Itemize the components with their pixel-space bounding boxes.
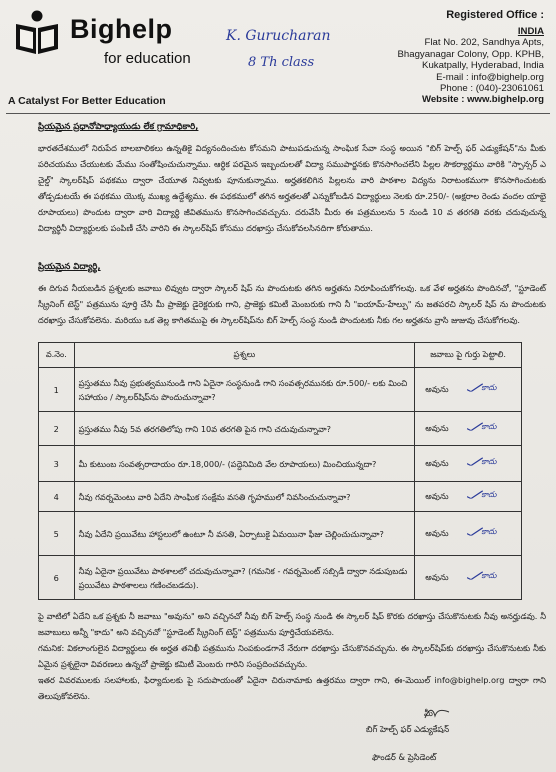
header-divider: [6, 113, 550, 114]
office-email: E-mail : info@bighelp.org: [436, 71, 544, 83]
brand-name: Bighelp: [70, 14, 173, 44]
row-question: నీవు గవర్నమెంటు వారి ఏదేని సాంఘిక సంక్షేమ వసతి గృహములో నివసించుచున్నావా?: [74, 482, 415, 512]
office-website: Website : www.bighelp.org: [421, 94, 544, 106]
salutation-principal: ప్రియమైన ప్రధానోపాధ్యాయుడు లేక గ్రామాధికారి,: [38, 122, 199, 132]
table-row: [39, 412, 522, 446]
answer-no[interactable]: కాదు: [481, 570, 497, 580]
answer-cell: [415, 556, 522, 600]
row-number: 5: [39, 512, 75, 556]
answer-cell: [415, 512, 522, 556]
answer-no[interactable]: కాదు: [481, 456, 497, 466]
answer-no[interactable]: కాదు: [481, 382, 497, 392]
row-number: 3: [39, 446, 75, 482]
bighelp-logo-icon: [12, 8, 62, 58]
note-paragraph: గమనిక: వికలాంగులైన విద్యార్థులు ఈ అర్హత తనిఖీ పత్రమును నింపకుండగానే నేరుగా దరఖాస్తు చేసుకొనవచ్చును. ఈ స్కాలర్‌షిప్‌కు దరఖాస్తు చేసుకొనుటకు నీకు ఏమైన ప్రశ్నలైనా వివరణలు ఉన్నచో ప్రాజెక్టు కమిటీ మెంబరు గారిని సంప్రదించవచ్చును.: [38, 643, 546, 669]
signature-org: బిగ్ హెల్ప్ ఫర్ ఎడ్యుకేషన్: [366, 724, 450, 734]
office-country: INDIA: [517, 26, 544, 37]
answer-no[interactable]: కాదు: [481, 526, 497, 536]
table-row: [39, 556, 522, 600]
contact-paragraph: ఇతర వివరములకు సలహాలకు, ఫిర్యాదులకు పై సదుపాయంతో ఏదైనా చిరునామాకు ఉత్తరము ద్వారా గాని, ఈ-మెయిల్ info@bighelp.org ద్వారా గాని తెలుపుకోవలెను.: [38, 675, 546, 701]
office-line: Bhagyanagar Colony, Opp. KPHB,: [397, 48, 544, 60]
answer-yes[interactable]: అవును: [425, 571, 449, 582]
table-row: [39, 512, 522, 556]
row-number: 4: [39, 482, 75, 512]
signature-title: ఫౌండర్ & ప్రెసిడెంట్: [372, 752, 437, 762]
handwritten-name: K. Gurucharan: [226, 28, 331, 44]
salutation-student: ప్రియమైన విద్యార్థి,: [38, 262, 101, 272]
registered-office-title: Registered Office :: [446, 9, 544, 21]
table-header-row: [39, 343, 522, 368]
col-answer-header: జవాబు పై గుర్తు పెట్టాలి.: [415, 343, 522, 368]
row-question: నీవు ఏదేని ప్రయివేటు హాస్టలులో ఉంటూ నీ వసతి, ఏర్పాటుకై ఏమయినా ఫీజు చెల్లించుచున్నావా?: [74, 512, 415, 556]
handwritten-class: 8 Th class: [248, 55, 315, 70]
answer-cell: [415, 482, 522, 512]
col-question-header: ప్రశ్నలు: [74, 343, 415, 368]
eligibility-paragraph: పై వాటిలో ఏదేని ఒక ప్రశ్నకు నీ జవాబు "అవును" అని వచ్చినచో నీవు బిగ్ హెల్ప్ సంస్థ నుండి ఈ స్కాలర్ షిప్ కొరకు దరఖాస్తు చేసుకొనుటకు నీవు అనర్హుడవు. నీ జవాబులు అన్నీ "కాదు" అని వచ్చినచో "స్టూడెంట్ స్క్రీనింగ్ టెస్ట్" పత్రమును పూర్తిచేయవలెను.: [38, 611, 546, 637]
answer-cell: [415, 368, 522, 412]
col-sno-header: వ.నెం.: [39, 343, 75, 368]
office-line: Flat No. 202, Sandhya Apts,: [424, 37, 544, 49]
row-question: ప్రస్తుతము నీవు 5వ తరగతిలోపు గాని 10వ తరగతి పైన గాని చదువుచున్నావా?: [74, 412, 415, 446]
answer-yes[interactable]: అవును: [425, 422, 449, 433]
intro-paragraph: భారతదేశములో నిరుపేద బాలబాలికలు ఉన్నతికై విద్యనందించుట కోసమని పాటుపడుచున్న సాంఘిక సేవా సంస్థ అయిన "బిగ్ హెల్ప్ ఫర్ ఎడ్యుకేషన్"ను మీకు పరిచయము చేయుటకు మేము సంతోషించుచున్నాము. ఆర్థిక పరమైన ఇబ్బందులతో విద్యా సముపార్జనకు కొనసాగించలేని పిల్లల సౌకర్యార్థము వారికి "స్పాన్సర్ ఎ చైల్డ్" స్కాలర్‌షిప్ పథకము ద్వారా చేయూత నివ్వటకు పూనుకున్నాము. అర్హతకలిగిన పిల్లలను వారి పాఠశాల విద్యను నిరాటంకముగా కొనసాగించుటకు తోడ్పడుటయే ఈ పథకము యొక్క ముఖ్య ఉద్దేశ్యము. ఈ పథకములో తగిన అర్హతలతో ఎన్నుకోబడిన విద్యార్థులు నెలకు రూ.250/- (అక్షరాల రెండు వందల యాభై రూపాయలు) పొందుట ద్వారా వారి విద్యార్థి జీవితమును కొనసాగించవచ్చును. దరువేసి మీరు ఈ పత్రములను 5 నుండి 10 వ తరగతి వరకు చదువుచున్న విద్యార్థినీ విద్యార్థులకు పంపిణీ చేసి వారిని ఈ స్కాలర్‌షిప్ కోసము దరఖాస్తు చేసుకోవలసినదిగా కోరుతాము.: [38, 143, 546, 233]
answer-no[interactable]: కాదు: [481, 421, 497, 431]
row-question: ప్రస్తుతము నీవు ప్రభుత్వమునుండి గాని ఏదైనా సంస్థనుండి గాని సంవత్సరమునకు రూ.500/- లకు మించి సహాయం / స్కాలర్‌షిప్‌ను పొందుచున్నావా?: [74, 368, 415, 412]
row-number: 6: [39, 556, 75, 600]
answer-yes[interactable]: అవును: [425, 490, 449, 501]
answer-cell: [415, 412, 522, 446]
student-paragraph: ఈ దిగువ నీయబడిన ప్రశ్నలకు జవాబు లివ్వుట ద్వారా స్కాలర్ షిప్ ను పొందుటకు తగిన అర్హతను నిరూపించుకోగలవు. ఒక వేళ అర్హతను పొందినచో, "స్టూడెంట్ స్క్రీనింగ్ టెస్ట్" పత్రమును పూర్తి చేసి మీ ప్రాజెక్టు డైరెక్టరుకు గాని, ప్రాజెక్టు కమిటీ మెంబరుకు గాని నీ "ఐయామ్-హేల్పు" ను జతపరచి స్కాలర్ షిప్ ను పొందుటకు దరఖాస్తు చేసుకోవలెను. మరియు ఒక తెల్ల కాగితముపై ఈ స్కాలర్‌షిప్‌ను బిగ్ హెల్ప్ సంస్థ నుండి పొందుటకు నీకు గల అర్హతను వ్రాసి జుజువు చేసుకోగలవు.: [38, 283, 546, 325]
row-number: 2: [39, 412, 75, 446]
table-row: [39, 446, 522, 482]
answer-cell: [415, 446, 522, 482]
answer-yes[interactable]: అవును: [425, 383, 449, 394]
row-number: 1: [39, 368, 75, 412]
answer-yes[interactable]: అవును: [425, 457, 449, 468]
office-address: [398, 26, 544, 106]
brand-tagline: for education: [104, 50, 191, 67]
signature-mark: మీ: [424, 708, 433, 718]
row-question: మీ కుటుంబ సంవత్సరాదాయం రూ.18,000/- (పద్దెనిమిది వేల రూపాయలు) మించియున్నదా?: [74, 446, 415, 482]
answer-no[interactable]: కాదు: [481, 489, 497, 499]
eligibility-table: [38, 342, 522, 600]
table-row: [39, 482, 522, 512]
office-phone: Phone : (040)-23061061: [439, 83, 544, 95]
table-row: [39, 368, 522, 412]
catalyst-slogan: A Catalyst For Better Education: [8, 95, 166, 107]
answer-yes[interactable]: అవును: [425, 527, 449, 538]
row-question: నీవు ఏదైనా ప్రయివేటు పాఠశాలలో చదువుచున్నావా? (గమనిక - గవర్నమెంట్ సబ్సిడీ ద్వారా నడుపుబడు ప్రయివేటు పాఠశాలలు గణించబడదు).: [74, 556, 415, 600]
office-line: Kukatpally, Hyderabad, India: [422, 60, 544, 72]
